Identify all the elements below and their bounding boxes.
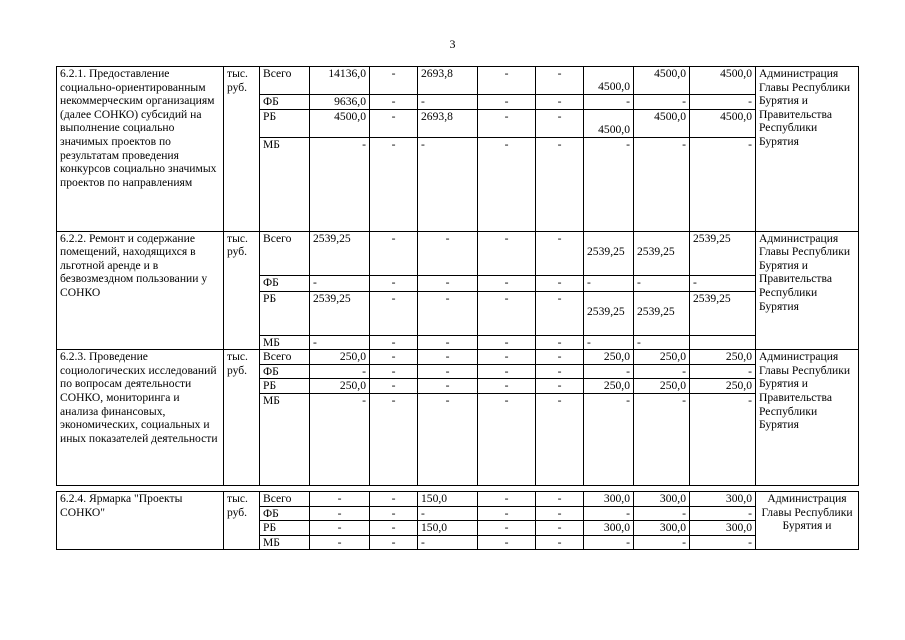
value-cell: - <box>478 535 536 550</box>
value-cell: - <box>634 506 690 521</box>
value-cell: 300,0 <box>690 521 756 536</box>
value-cell: - <box>536 335 584 350</box>
value-cell: - <box>584 506 634 521</box>
value-cell: - <box>370 109 418 137</box>
value-cell: - <box>690 535 756 550</box>
value-cell: 250,0 <box>634 350 690 365</box>
value-cell: - <box>478 109 536 137</box>
value-cell: 2693,8 <box>418 67 478 95</box>
value-cell: 2693,8 <box>418 109 478 137</box>
value-cell: - <box>310 535 370 550</box>
value-cell: - <box>536 379 584 394</box>
value-cell: - <box>536 67 584 95</box>
source-label: ФБ <box>260 364 310 379</box>
value-cell: 4500,0 <box>690 67 756 95</box>
value-cell: 9636,0 <box>310 95 370 110</box>
value-cell: 2539,25 <box>584 231 634 275</box>
value-cell: - <box>690 275 756 291</box>
value-cell: - <box>536 521 584 536</box>
value-cell: - <box>370 535 418 550</box>
value-cell: - <box>418 275 478 291</box>
value-cell: 250,0 <box>690 350 756 365</box>
source-label: ФБ <box>260 95 310 110</box>
value-cell: - <box>370 393 418 485</box>
value-cell: - <box>370 491 418 506</box>
value-cell: 250,0 <box>584 379 634 394</box>
value-cell: - <box>418 535 478 550</box>
value-cell: 250,0 <box>310 379 370 394</box>
source-label: Всего <box>260 350 310 365</box>
value-cell: - <box>536 231 584 275</box>
value-cell: - <box>418 335 478 350</box>
value-cell: - <box>584 335 634 350</box>
value-cell: 2539,25 <box>634 291 690 335</box>
table-row <box>57 491 859 506</box>
value-cell: - <box>418 379 478 394</box>
value-cell: - <box>418 364 478 379</box>
value-cell: 2539,25 <box>690 291 756 335</box>
value-cell: - <box>536 95 584 110</box>
value-cell: - <box>634 535 690 550</box>
value-cell: - <box>536 137 584 231</box>
value-cell: - <box>634 95 690 110</box>
value-cell: - <box>310 491 370 506</box>
unit-cell: тыс. руб. <box>224 350 260 486</box>
unit-cell: тыс. руб. <box>224 67 260 232</box>
value-cell: - <box>478 491 536 506</box>
value-cell: - <box>370 379 418 394</box>
table-row <box>57 67 859 95</box>
value-cell: 4500,0 <box>584 109 634 137</box>
value-cell: - <box>418 95 478 110</box>
unit-cell: тыс. руб. <box>224 491 260 549</box>
value-cell: 4500,0 <box>310 109 370 137</box>
value-cell: 300,0 <box>634 491 690 506</box>
value-cell: - <box>310 335 370 350</box>
value-cell: - <box>418 350 478 365</box>
value-cell: - <box>536 364 584 379</box>
source-label: ФБ <box>260 506 310 521</box>
value-cell: - <box>370 275 418 291</box>
source-label: МБ <box>260 393 310 485</box>
value-cell: 250,0 <box>584 350 634 365</box>
value-cell: 300,0 <box>584 491 634 506</box>
value-cell: - <box>478 291 536 335</box>
source-label: РБ <box>260 291 310 335</box>
source-label: Всего <box>260 491 310 506</box>
value-cell: - <box>584 393 634 485</box>
value-cell: - <box>536 393 584 485</box>
value-cell: - <box>478 350 536 365</box>
value-cell: - <box>478 275 536 291</box>
value-cell: 4500,0 <box>634 67 690 95</box>
value-cell: - <box>584 535 634 550</box>
value-cell: 2539,25 <box>310 231 370 275</box>
value-cell: 250,0 <box>634 379 690 394</box>
value-cell: 250,0 <box>310 350 370 365</box>
responsible-party: Администрация Главы Республики Бурятия и Правительства Республики Бурятия <box>756 231 859 350</box>
value-cell: - <box>370 95 418 110</box>
value-cell: - <box>536 350 584 365</box>
value-cell: - <box>536 535 584 550</box>
value-cell: - <box>478 231 536 275</box>
value-cell: - <box>370 231 418 275</box>
value-cell: - <box>478 67 536 95</box>
source-label: РБ <box>260 109 310 137</box>
value-cell: - <box>478 506 536 521</box>
value-cell: - <box>634 275 690 291</box>
value-cell: 150,0 <box>418 521 478 536</box>
activity-name: 6.2.1. Предоставление социально-ориентированным некоммерческим организациям (далее СОНКО) субсидий на выполнение социально значимых проектов по результатам проведения конкурсов социально значимых проектов по направлениям <box>57 67 224 232</box>
budget-table <box>56 66 859 550</box>
value-cell: - <box>310 393 370 485</box>
responsible-party: Администрация Главы Республики Бурятия и <box>756 491 859 549</box>
value-cell: - <box>370 506 418 521</box>
value-cell: - <box>418 291 478 335</box>
table-row <box>57 231 859 275</box>
value-cell: - <box>584 364 634 379</box>
value-cell: - <box>690 364 756 379</box>
value-cell: - <box>310 137 370 231</box>
value-cell: - <box>418 393 478 485</box>
source-label: РБ <box>260 521 310 536</box>
value-cell: - <box>310 521 370 536</box>
value-cell: 2539,25 <box>584 291 634 335</box>
source-label: Всего <box>260 67 310 95</box>
value-cell: - <box>536 506 584 521</box>
activity-name: 6.2.3. Проведение социологических исследований по вопросам деятельности СОНКО, мониторинга и анализа финансовых, экономических, социальных и иных показателей деятельности <box>57 350 224 486</box>
source-label: РБ <box>260 379 310 394</box>
value-cell: - <box>370 350 418 365</box>
value-cell: - <box>634 364 690 379</box>
value-cell: - <box>310 275 370 291</box>
value-cell: - <box>370 137 418 231</box>
value-cell: - <box>634 393 690 485</box>
value-cell: - <box>478 364 536 379</box>
value-cell: - <box>690 506 756 521</box>
value-cell: - <box>478 335 536 350</box>
value-cell: 4500,0 <box>690 109 756 137</box>
value-cell: 2539,25 <box>634 231 690 275</box>
value-cell: 150,0 <box>418 491 478 506</box>
unit-cell: тыс. руб. <box>224 231 260 350</box>
value-cell: - <box>478 521 536 536</box>
value-cell: - <box>536 491 584 506</box>
value-cell: - <box>418 506 478 521</box>
source-label: Всего <box>260 231 310 275</box>
value-cell: - <box>536 275 584 291</box>
source-label: ФБ <box>260 275 310 291</box>
source-label: МБ <box>260 535 310 550</box>
value-cell: - <box>418 231 478 275</box>
responsible-party: Администрация Главы Республики Бурятия и Правительства Республики Бурятия <box>756 350 859 486</box>
value-cell: - <box>370 291 418 335</box>
value-cell: - <box>418 137 478 231</box>
value-cell: 2539,25 <box>310 291 370 335</box>
value-cell: - <box>478 137 536 231</box>
value-cell: - <box>370 521 418 536</box>
value-cell: - <box>634 335 690 350</box>
value-cell: 250,0 <box>690 379 756 394</box>
value-cell: - <box>310 506 370 521</box>
value-cell: - <box>478 95 536 110</box>
value-cell: 14136,0 <box>310 67 370 95</box>
value-cell: - <box>370 364 418 379</box>
value-cell: 2539,25 <box>690 231 756 275</box>
activity-name: 6.2.4. Ярмарка "Проекты СОНКО" <box>57 491 224 549</box>
value-cell: - <box>310 364 370 379</box>
value-cell: 4500,0 <box>584 67 634 95</box>
page-number: 3 <box>449 37 456 51</box>
value-cell: 300,0 <box>690 491 756 506</box>
value-cell: 300,0 <box>584 521 634 536</box>
value-cell: - <box>370 335 418 350</box>
value-cell: - <box>478 393 536 485</box>
value-cell: - <box>536 109 584 137</box>
table-row <box>57 350 859 365</box>
value-cell: - <box>690 137 756 231</box>
value-cell: - <box>478 379 536 394</box>
value-cell: - <box>690 95 756 110</box>
value-cell: - <box>370 67 418 95</box>
value-cell: 4500,0 <box>634 109 690 137</box>
value-cell: - <box>536 291 584 335</box>
value-cell: 300,0 <box>634 521 690 536</box>
value-cell: - <box>584 137 634 231</box>
source-label: МБ <box>260 335 310 350</box>
value-cell: - <box>584 95 634 110</box>
value-cell <box>690 335 756 350</box>
activity-name: 6.2.2. Ремонт и содержание помещений, находящихся в льготной аренде и в безвозмездном пользовании у СОНКО <box>57 231 224 350</box>
responsible-party: Администрация Главы Республики Бурятия и Правительства Республики Бурятия <box>756 67 859 232</box>
value-cell: - <box>690 393 756 485</box>
source-label: МБ <box>260 137 310 231</box>
value-cell: - <box>634 137 690 231</box>
value-cell: - <box>584 275 634 291</box>
